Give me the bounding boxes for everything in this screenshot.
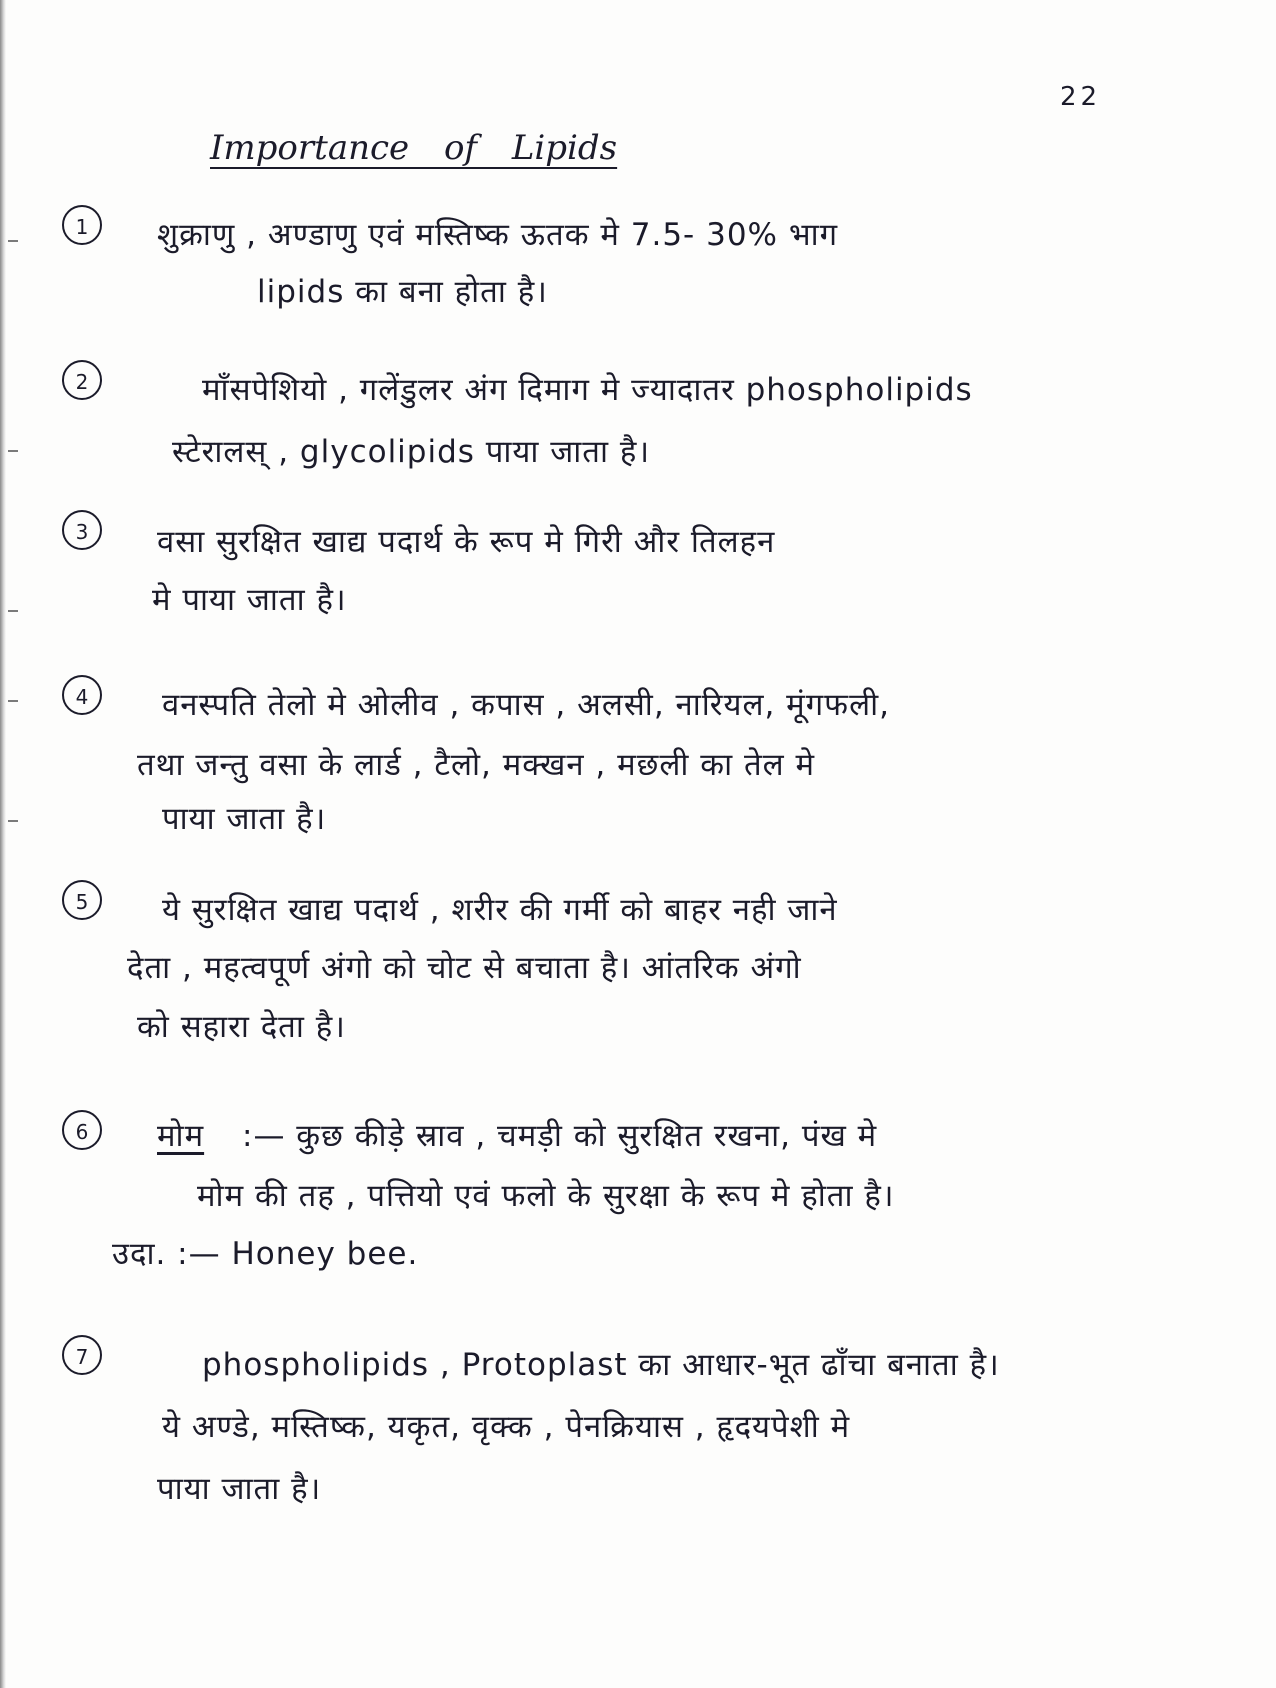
item-line: पाया जाता है। [157,1471,322,1507]
edge-mark [8,240,18,242]
page-title: Importance of Lipids [210,128,618,168]
item-line: :— कुछ कीड़े स्राव , चमड़ी को सुरक्षित रखना, पंख मे [242,1118,878,1154]
item-line: मोम की तह , पत्तियो एवं फलो के सुरक्षा के रूप मे होता है। [197,1178,895,1214]
item-line: तथा जन्तु वसा के लार्ड , टैलो, मक्खन , मछली का तेल मे [137,747,816,783]
item-line: माँसपेशियो , गलेंडुलर अंग दिमाग मे ज्यादातर phospholipids [202,372,973,408]
item-line: वसा सुरक्षित खाद्य पदार्थ के रूप मे गिरी और तिलहन [157,524,776,560]
item-line: देता , महत्वपूर्ण अंगो को चोट से बचाता है। आंतरिक अंगो [127,950,802,986]
item-number-badge: 3 [62,510,102,550]
item-number-badge: 1 [62,205,102,245]
edge-mark [8,450,18,452]
page-number: 22 [1060,82,1102,112]
item-number-badge: 6 [62,1110,102,1150]
item-number-badge: 5 [62,880,102,920]
edge-mark [8,610,18,612]
edge-mark [8,700,18,702]
item-line: स्टेरालस् , glycolipids पाया जाता है। [172,434,651,470]
page-edge-shadow [0,0,6,1688]
edge-mark [8,820,18,822]
item-line: उदा. :— Honey bee. [112,1236,419,1272]
item-line: lipids का बना होता है। [257,274,548,310]
item-number-badge: 2 [62,360,102,400]
item-heading: मोम [157,1118,205,1154]
item-line: phospholipids , Protoplast का आधार-भूत ढाँचा बनाता है। [202,1347,1000,1383]
item-line: ये अण्डे, मस्तिष्क, यकृत, वृक्क , पेनक्रियास , हृदयपेशी मे [162,1409,851,1445]
item-line: पाया जाता है। [162,801,327,837]
item-number-badge: 4 [62,675,102,715]
item-line: मे पाया जाता है। [152,582,347,618]
item-line: वनस्पति तेलो मे ओलीव , कपास , अलसी, नारियल, मूंगफली, [162,687,890,723]
item-line: शुक्राणु , अण्डाणु एवं मस्तिष्क ऊतक मे 7.5- 30% भाग [157,217,839,253]
item-number-badge: 7 [62,1335,102,1375]
item-line: को सहारा देता है। [137,1009,346,1045]
item-line: ये सुरक्षित खाद्य पदार्थ , शरीर की गर्मी को बाहर नही जाने [162,892,838,928]
